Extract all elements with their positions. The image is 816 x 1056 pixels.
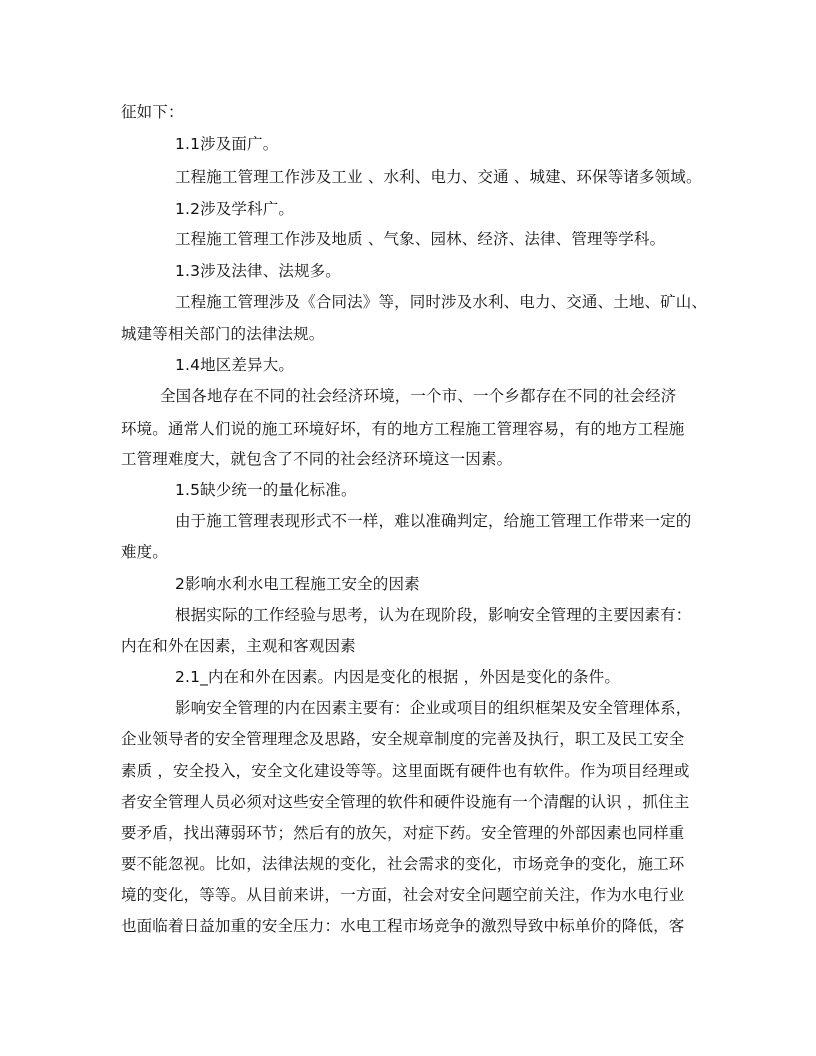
text-line: 工程施工管理涉及《合同法》等，同时涉及水利、电力、交通、土地、矿山、 <box>175 293 708 311</box>
text-line: 者安全管理人员必须对这些安全管理的软件和硬件设施有一个清醒的认识 ，抓住主 <box>121 793 690 811</box>
text-line: 征如下： <box>121 103 184 121</box>
text-line: 内在和外在因素，主观和客观因素 <box>121 637 356 655</box>
text-line: 也面临着日益加重的安全压力：水电工程市场竞争的激烈导致中标单价的降低，客 <box>121 917 685 935</box>
section-heading: 1.4地区差异大。 <box>175 356 295 374</box>
text-line: 根据实际的工作经验与思考，认为在现阶段，影响安全管理的主要因素有： <box>175 606 692 624</box>
text-line: 工管理难度大，就包含了不同的社会经济环境这一因素。 <box>121 450 513 468</box>
text-line: 要矛盾，找出薄弱环节；然后有的放矢，对症下药。安全管理的外部因素也同样重 <box>121 824 685 842</box>
text-line: 要不能忽视。比如，法律法规的变化，社会需求的变化，市场竞争的变化，施工环 <box>121 855 685 873</box>
text-line: 难度。 <box>121 543 168 561</box>
section-heading: 1.5缺少统一的量化标准。 <box>175 481 357 499</box>
text-line: 工程施工管理工作涉及地质 、气象、园林、经济、法律、管理等学科。 <box>175 230 666 248</box>
section-heading: 1.3涉及法律、法规多。 <box>175 262 341 280</box>
text-line: 境的变化，等等。从目前来讲，一方面，社会对安全问题空前关注，作为水电行业 <box>121 886 685 904</box>
text-line: 全国各地存在不同的社会经济环境，一个市、一个乡都存在不同的社会经济 <box>160 387 677 405</box>
text-line: 企业领导者的安全管理理念及思路，安全规章制度的完善及执行，职工及民工安全 <box>121 730 685 748</box>
text-line: 城建等相关部门的法律法规。 <box>121 325 325 343</box>
text-line: 由于施工管理表现形式不一样，难以准确判定，给施工管理工作带来一定的 <box>175 512 692 530</box>
text-line: 素质 ，安全投入，安全文化建设等等。这里面既有硬件也有软件。作为项目经理或 <box>121 762 690 780</box>
text-line: 环境。通常人们说的施工环境好坏，有的地方工程施工管理容易，有的地方工程施 <box>121 420 685 438</box>
text-line: 影响安全管理的内在因素主要有：企业或项目的组织框架及安全管理体系， <box>175 699 692 717</box>
section-heading: 1.1涉及面广。 <box>175 135 279 153</box>
section-heading: 2.1_内在和外在因素。内因是变化的根据 ，外因是变化的条件。 <box>175 668 620 686</box>
chapter-heading: 2影响水利水电工程施工安全的因素 <box>175 575 420 593</box>
section-heading: 1.2涉及学科广。 <box>175 200 295 218</box>
text-line: 工程施工管理工作涉及工业 、水利、电力、交通 、城建、环保等诸多领域。 <box>175 168 702 186</box>
